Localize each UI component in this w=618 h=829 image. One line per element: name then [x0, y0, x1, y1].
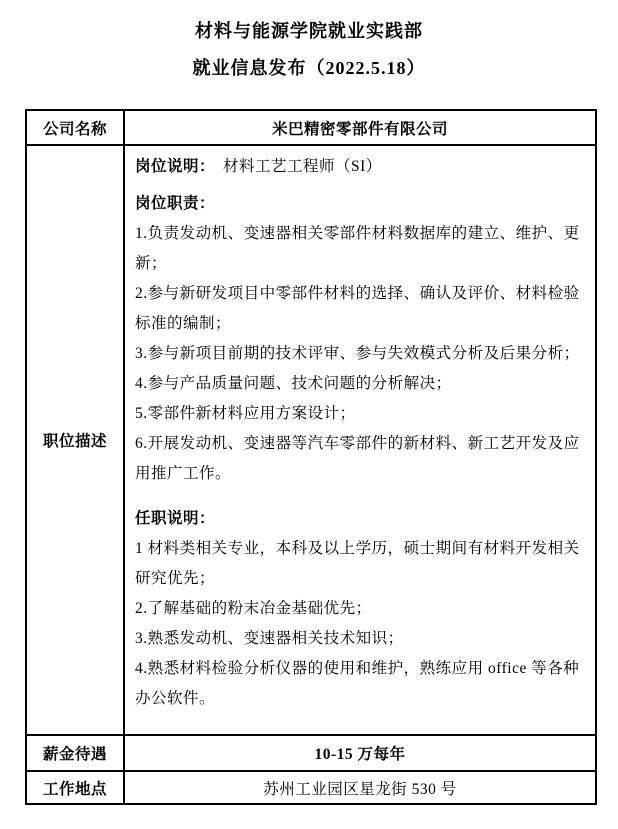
- table-row-position: [26, 145, 596, 735]
- duty-item-1: 1.负责发动机、变速器相关零部件材料数据库的建立、维护、更新；: [135, 225, 580, 272]
- table-row-company: [26, 110, 596, 145]
- job-title-line: [135, 152, 585, 182]
- position-description-content: [135, 152, 585, 728]
- doc-title-line1: 材料与能源学院就业实践部: [195, 21, 423, 41]
- company-name-label: 公司名称: [26, 110, 124, 145]
- table-row-salary: [26, 735, 596, 771]
- salary-label: 薪金待遇: [26, 735, 124, 771]
- requirement-item-2: 2.了解基础的粉末冶金基础优先；: [135, 600, 372, 617]
- duty-item-4: 4.参与产品质量问题、技术问题的分析解决；: [135, 375, 452, 392]
- work-location-value: 苏州工业园区星龙街 530 号: [124, 771, 596, 804]
- table-row-location: [26, 771, 596, 804]
- doc-title-line2: 就业信息发布（2022.5.18）: [192, 58, 426, 78]
- duty-item-2: 2.参与新研发项目中零部件材料的选择、确认及评价、材料检验标准的编制；: [135, 285, 580, 332]
- requirement-item-3: 3.熟悉发动机、变速器相关技术知识；: [135, 630, 404, 647]
- duty-item-5: 5.零部件新材料应用方案设计；: [135, 405, 356, 422]
- job-title-value: 材料工艺工程师（SI）: [223, 158, 382, 175]
- requirement-item-4: 4.熟悉材料检验分析仪器的使用和维护，熟练应用 office 等各种办公软件。: [135, 660, 580, 707]
- company-name-value: 米巴精密零部件有限公司: [124, 110, 596, 145]
- duties-heading: 岗位职责：: [135, 195, 216, 212]
- job-title-heading: 岗位说明：: [135, 158, 216, 175]
- requirements-heading: 任职说明：: [135, 510, 216, 527]
- position-description-label: 职位描述: [26, 145, 124, 735]
- work-location-label: 工作地点: [26, 771, 124, 804]
- duty-item-3: 3.参与新项目前期的技术评审、参与失效模式分析及后果分析；: [135, 345, 580, 362]
- salary-value: 10-15 万每年: [124, 735, 596, 771]
- requirement-item-1: 1 材料类相关专业，本科及以上学历，硕士期间有材料开发相关研究优先；: [135, 540, 580, 587]
- position-description-cell: [124, 145, 596, 735]
- job-info-table: [25, 109, 597, 805]
- duty-item-6: 6.开展发动机、变速器等汽车零部件的新材料、新工艺开发及应用推广工作。: [135, 435, 580, 482]
